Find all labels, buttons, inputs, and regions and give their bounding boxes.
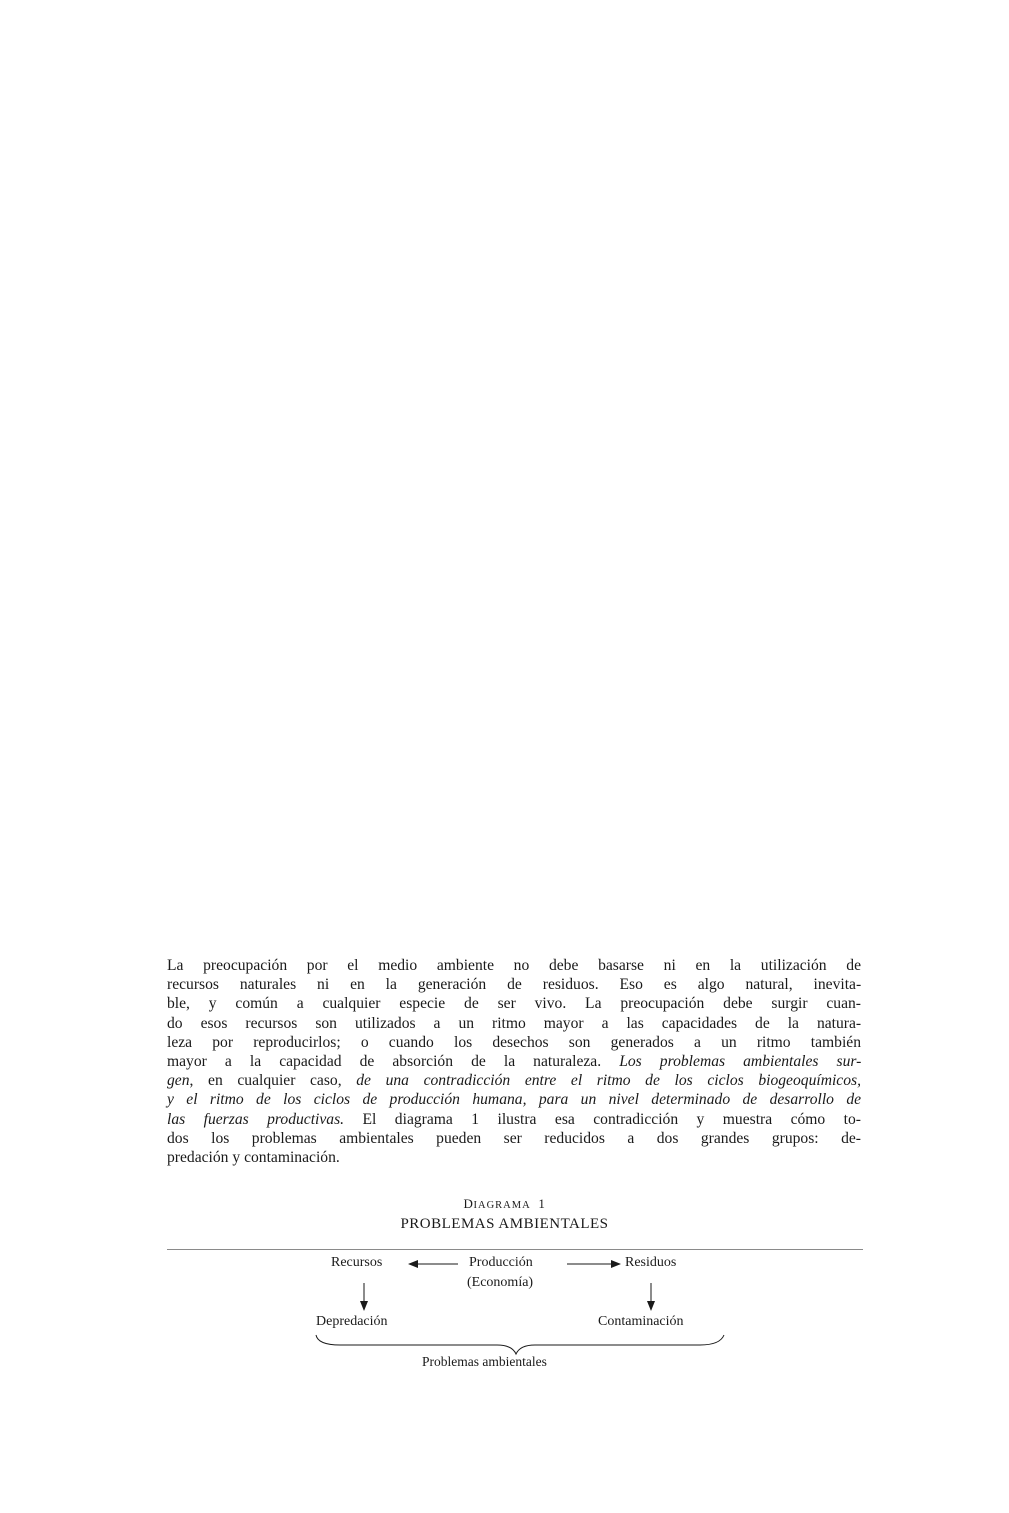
text-run: predación y contaminación. — [167, 1148, 340, 1166]
italic-run: gen — [167, 1072, 190, 1090]
node-depredacion: Depredación — [316, 1314, 388, 1329]
diagram-title: PROBLEMAS AMBIENTALES — [400, 1216, 609, 1232]
node-residuos: Residuos — [625, 1255, 677, 1270]
text-run: El diagrama 1 ilustra esa contradicción y muestra cómo to- — [344, 1110, 861, 1128]
node-economia: (Economía) — [467, 1275, 534, 1290]
text-run: ble, y común a cualquier especie de ser vivo. La preocupación debe surgir cuan- — [167, 995, 861, 1013]
italic-run: de una contradicción entre el ritmo de los ciclos biogeoquímicos, — [356, 1072, 861, 1090]
text-run: leza por reproducirlos; o cuando los desechos son generados a un ritmo también — [167, 1033, 861, 1051]
diagram-number-value: 1 — [538, 1196, 546, 1211]
diagram-number-smallcaps: IAGRAMA — [473, 1200, 531, 1211]
diagram-number-initial: D — [463, 1196, 474, 1211]
italic-run: las fuerzas productivas. — [167, 1110, 345, 1128]
text-run: recursos naturales ni en la generación de residuos. Eso es algo natural, inevita- — [167, 976, 862, 994]
italic-run: Los problemas ambientales sur- — [619, 1052, 862, 1070]
node-contaminacion: Contaminación — [598, 1314, 684, 1329]
text-run: La preocupación por el medio ambiente no debe basarse ni en la utilización de — [167, 957, 861, 974]
node-recursos: Recursos — [331, 1255, 383, 1270]
node-produccion: Producción — [469, 1255, 533, 1270]
text-run: do esos recursos son utilizados a un ritmo mayor a las capacidades de la natura- — [167, 1014, 862, 1032]
text-run: mayor a la capacidad de absorción de la naturaleza. — [167, 1052, 620, 1070]
node-problemas-ambientales: Problemas ambientales — [422, 1354, 547, 1369]
grouping-brace — [316, 1335, 724, 1354]
text-run: dos los problemas ambientales pueden ser reducidos a dos grandes grupos: de- — [167, 1129, 861, 1147]
italic-run: y el ritmo de los ciclos de producción humana, para un nivel determinado de desarrollo de — [167, 1091, 862, 1109]
text-run: , en cualquier caso, — [189, 1072, 357, 1090]
